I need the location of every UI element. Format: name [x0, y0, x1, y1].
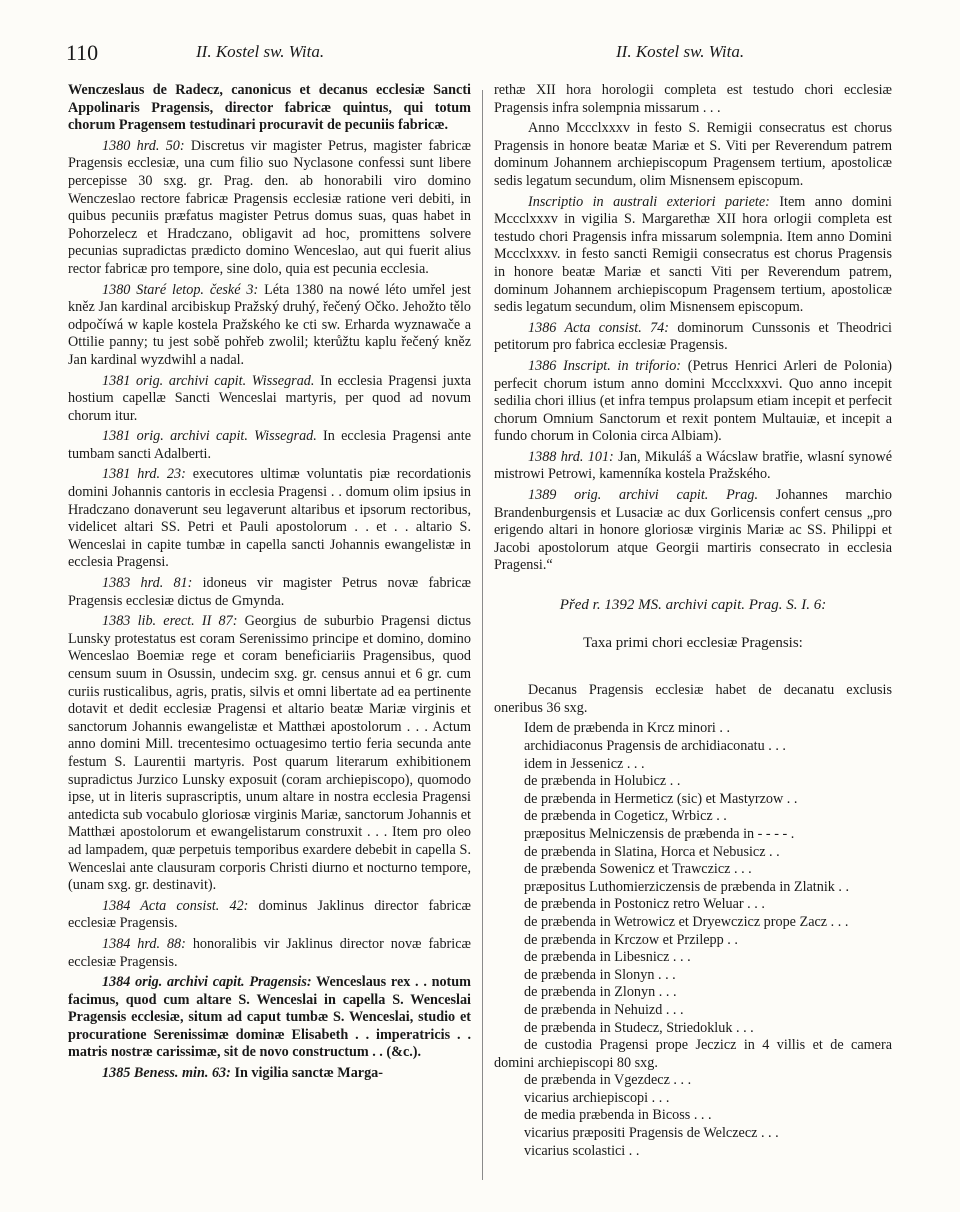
citation: 1381 orig. archivi capit. Wissegrad. [102, 428, 317, 445]
tax-list [494, 720, 892, 1160]
list-item: de custodia Pragensi prope Jeczicz in 4 villis et de camera domini archiepiscopi 80 sxg. [494, 1037, 892, 1071]
section-source-heading: Před r. 1392 MS. archivi capit. Prag. S. I. 6: [559, 597, 827, 614]
citation: 1389 orig. archivi capit. Prag. [528, 487, 759, 504]
left-column [68, 82, 471, 1086]
citation: 1386 Acta consist. 74: [528, 319, 669, 336]
paragraph-text: rethæ XII hora horologii completa est testudo chori ecclesiæ Pragensis infra solempnia missarum . . . [494, 82, 892, 116]
paragraph [68, 1065, 471, 1083]
list-item: de præbenda in Slatina, Horca et Nebusicz . . [524, 843, 780, 860]
citation: 1384 hrd. 88: [102, 935, 186, 952]
paragraph [68, 575, 471, 610]
citation: 1384 orig. archivi capit. Pragensis: [102, 974, 312, 991]
section-title: Taxa primi chori ecclesiæ Pragensis: [583, 634, 803, 651]
citation: 1383 lib. erect. II 87: [102, 613, 238, 630]
paragraph [68, 974, 471, 1062]
citation: 1384 Acta consist. 42: [102, 897, 249, 914]
paragraph-text: Jan, Mikuláš a Wácslaw bratřie, wlasní synowé mistrowi Petrowi, kamenníka kostela Pražského. [494, 448, 892, 483]
paragraph-text: Wenceslaus rex . . notum facimus, quod cum altare S. Wenceslai in capella S. Wenceslai Pragensis ecclesiæ, situm ad caput tumbæ S. Wenceslai, studio et procuratione Serenissimæ dominæ Elisabeth . . imperatricis . . matris nostræ carissimæ, sit de novo constructum . . (&c.). [68, 974, 471, 1061]
paragraph [68, 428, 471, 463]
list-item: de præbenda in Holubicz . . [524, 773, 681, 790]
paragraph [68, 282, 471, 370]
citation: 1386 Inscript. in triforio: [528, 357, 682, 374]
list-item: de præbenda in Studecz, Striedokluk . . . [524, 1019, 754, 1036]
paragraph [68, 936, 471, 971]
list-item: de præbenda in Cogeticz, Wrbicz . . [524, 808, 727, 825]
paragraph-text: honoralibis vir Jaklinus director novæ fabricæ ecclesiæ Pragensis. [68, 935, 471, 970]
list-item: de præbenda in Zlonyn . . . [524, 984, 677, 1001]
page-number: 110 [66, 40, 99, 65]
paragraph-text: (Petrus Henrici Arleri de Polonia) perfecit chorum istum anno domini Mccclxxxvi. Quo anno incepit sedilia chori illius (et infra tempus prolapsum etiam incepit et perfecit chorum Omnium Sanctorum et rexit pontem Multauiæ, et incepit a fundo chorum in Colonia circa Albiam). [494, 357, 892, 445]
paragraph [68, 373, 471, 426]
paragraph-text: Georgius de suburbio Pragensi dictus Lunsky protestatus est coram Serenissimo principe et domino, domino Wenceslao Boemiæ rege et coram beneficiariis Pragensibus, quod censum suum in Osussin, undecim sxg. gr. census annui et 6 gr. cum curiis rusticalibus, agris, pratis, silvis et omni libertate ad ea pertinente dotavit et dedit ecclesiæ Pragensi et altario beatæ Mariæ virginis et sanctorum Johannis ewangelistæ et Matthæi apostolorum . . . Actum anno domini Mill. trecentesimo octuagesimo tertio feria secunda ante festum S. Laurentii martyris. Post quarum literarum exhibitionem supradictus Jurzico Lunsky exposuit (coram archiepiscopo), quomodo ipse, ut in literis suprascriptis, unum altare in nostra ecclesia Pragensi antedicta sub vocabulo gloriosæ virginis Mariæ, sanctorum Johannis et Matthæi apostolorum et ewangelistarum construxit . . . Item pro oleo ad lampadem, quæ perpetuis temporibus exardere debebit in capella S. Wenceslai ante clausuram corporis Christi diurno et nocturno tempore, (unam sxg. gr. destinavit). [68, 613, 471, 894]
list-item: de media præbenda in Bicoss . . . [524, 1107, 712, 1124]
list-item: vicarius præpositi Pragensis de Welczecz . . . [524, 1125, 779, 1142]
list-item: de præbenda Sowenicz et Trawczicz . . . [524, 861, 752, 878]
paragraph [494, 358, 892, 446]
paragraph-text: Léta 1380 na nowé léto umřel jest kněz Jan kardinal arcibiskup Pražský druhý, řečený Očko. Jehožto tělo odpočíwá w kaple kostela Pražského ke cti sw. Erharda wyznawače a Ottilie panny; tu jest sobě pohřeb zwolil; kterůžtu kaplu řečený kněz Jan kardinal wyzdwihl a nadal. [68, 281, 471, 368]
paragraph-text: idoneus vir magister Petrus novæ fabricæ Pragensis ecclesiæ dictus de Gmynda. [68, 575, 471, 609]
paragraph-text: dominus Jaklinus director fabricæ ecclesiæ Pragensis. [68, 897, 471, 932]
column-divider [482, 90, 483, 1180]
right-column [494, 82, 892, 1160]
citation: 1380 hrd. 50: [102, 137, 185, 154]
citation: 1388 hrd. 101: [528, 448, 614, 465]
list-intro: Decanus Pragensis ecclesiæ habet de decanatu exclusis oneribus 36 sxg. [494, 682, 892, 716]
paragraph [68, 82, 471, 135]
paragraph-text: dominorum Cunssonis et Theodrici petitorum pro fabrica ecclesiæ Pragensis. [494, 319, 892, 354]
list-item: archidiaconus Pragensis de archidiaconatu . . . [524, 738, 786, 754]
list-item: de præbenda in Vgezdecz . . . [524, 1072, 692, 1089]
citation: 1381 orig. archivi capit. Wissegrad. [102, 372, 315, 389]
paragraph [494, 487, 892, 575]
paragraph-text: In vigilia sanctæ Marga- [230, 1065, 384, 1082]
list-item: de præbenda in Slonyn . . . [524, 966, 676, 983]
paragraph-text: Anno Mccclxxxv in festo S. Remigii consecratus est chorus Pragensis in honore beatæ Mariæ et S. Viti per Reverendum patrem dominum Johannem archiepiscopum Pragensem tertium, apostolicæ sedis legatum secundum, olim Misnensem episcopum. [494, 120, 892, 189]
list-item: de præbenda in Krczow et Przilepp . . [524, 931, 738, 948]
running-title-right: II. Kostel sw. Wita. [616, 42, 745, 61]
list-item: de præbenda in Postonicz retro Weluar . . . [524, 896, 765, 913]
paragraph [68, 138, 471, 279]
running-header [0, 40, 960, 70]
list-item: præpositus Luthomierziczensis de præbenda in Zlatnik . . [524, 878, 850, 895]
paragraph [494, 120, 892, 190]
paragraph [494, 82, 892, 117]
paragraph [68, 613, 471, 895]
running-title-left: II. Kostel sw. Wita. [196, 42, 325, 61]
paragraph [494, 449, 892, 484]
list-item: Idem de præbenda in Krcz minori . . [524, 720, 731, 737]
paragraph-text: executores ultimæ voluntatis piæ recordationis domini Johannis cantoris in ecclesia Pragensi . . domum olim ipsius in Hradczano donaverunt seu legaverunt altaribus et ipsorum rectoribus, videlicet altari SS. Petri et Pauli apostolorum . . et . . altario S. Wenceslai in capite tumbæ in capella sancti Johannis ewangelistæ in ecclesia Pragensi. [68, 466, 471, 571]
paragraph-text: Discretus vir magister Petrus, magister fabricæ Pragensis ecclesiæ, una cum filio suo Nyclasone confessi sunt libere percepisse 30 sxg. gr. Prag. den. ab honorabili viro domino Wenczeslao rectore fabricæ Pragensis ecclesiæ ratione veri debiti, in quibus pecuniis præfatus magister Petrus domus suas, quas habet in Pohorzelecz et Hradczano, obligavit ad hoc, promittens solvere pecunias supradictas prædicto domino Wenceslao, aut qui fuerit alius rector fabricæ pro tempore, sine dolo, quia est pecunia ecclesia. [68, 137, 471, 277]
list-item: præpositus Melniczensis de præbenda in - - - - . [524, 825, 795, 842]
paragraph-text: Wenczeslaus de Radecz, canonicus et decanus ecclesiæ Sancti Appolinaris Pragensis, director fabricæ quintus, qui totum chorum Pragensem testudinari procuravit de pecuniis fabricæ. [68, 82, 471, 134]
list-item: de præbenda in Nehuizd . . . [524, 1001, 684, 1018]
citation: 1381 hrd. 23: [102, 466, 186, 483]
citation: 1383 hrd. 81: [102, 575, 193, 592]
list-item: idem in Jessenicz . . . [524, 755, 645, 772]
paragraph-text: In ecclesia Pragensi ante tumbam sancti Adalberti. [68, 428, 472, 462]
citation: 1380 Staré letop. české 3: [102, 281, 259, 298]
list-item: de præbenda in Wetrowicz et Dryewczicz prope Zacz . . . [524, 913, 849, 930]
paragraph [68, 466, 471, 572]
paragraph-text: Item anno domini Mccclxxxv in vigilia S. Margarethæ XII hora orlogii completa est testudo chori Pragensis infra missarum solempnia. Item anno Domini Mccclxxxv. in festo sancti Remigii consecratus est chorus Pragensis in honore beatæ Mariæ et sancti Viti per Reverendum patrem, dominum Johannem archiepiscopum Pragensem tertium, apostolicæ sedis legatum secundum, olim Misnensem episcopum. [494, 193, 892, 316]
paragraph [494, 194, 892, 317]
paragraph-text: In ecclesia Pragensi juxta hostium capellæ Sancti Wenceslai martyris, per quod ad novum chorum itur. [68, 372, 471, 424]
paragraph [68, 898, 471, 933]
list-item: vicarius archiepiscopi . . . [524, 1089, 670, 1106]
paragraph [494, 320, 892, 355]
citation: 1385 Beness. min. 63: [102, 1065, 231, 1082]
citation: Inscriptio in australi exteriori pariete: [528, 193, 770, 210]
paragraph-text: Johannes marchio Brandenburgensis et Lusaciæ ac dux Gorlicensis confert census „pro erigendo altari in honore gloriosæ virginis Mariæ ac SS. Philippi et Jacobi apostolorum atque Georgii martiris consecrato in ecclesia Pragensi.“ [494, 487, 893, 574]
list-item: de præbenda in Libesnicz . . . [524, 949, 691, 966]
list-item: de præbenda in Hermeticz (sic) et Mastyrzow . . [524, 790, 798, 807]
list-item: vicarius scolastici . . [524, 1142, 640, 1159]
